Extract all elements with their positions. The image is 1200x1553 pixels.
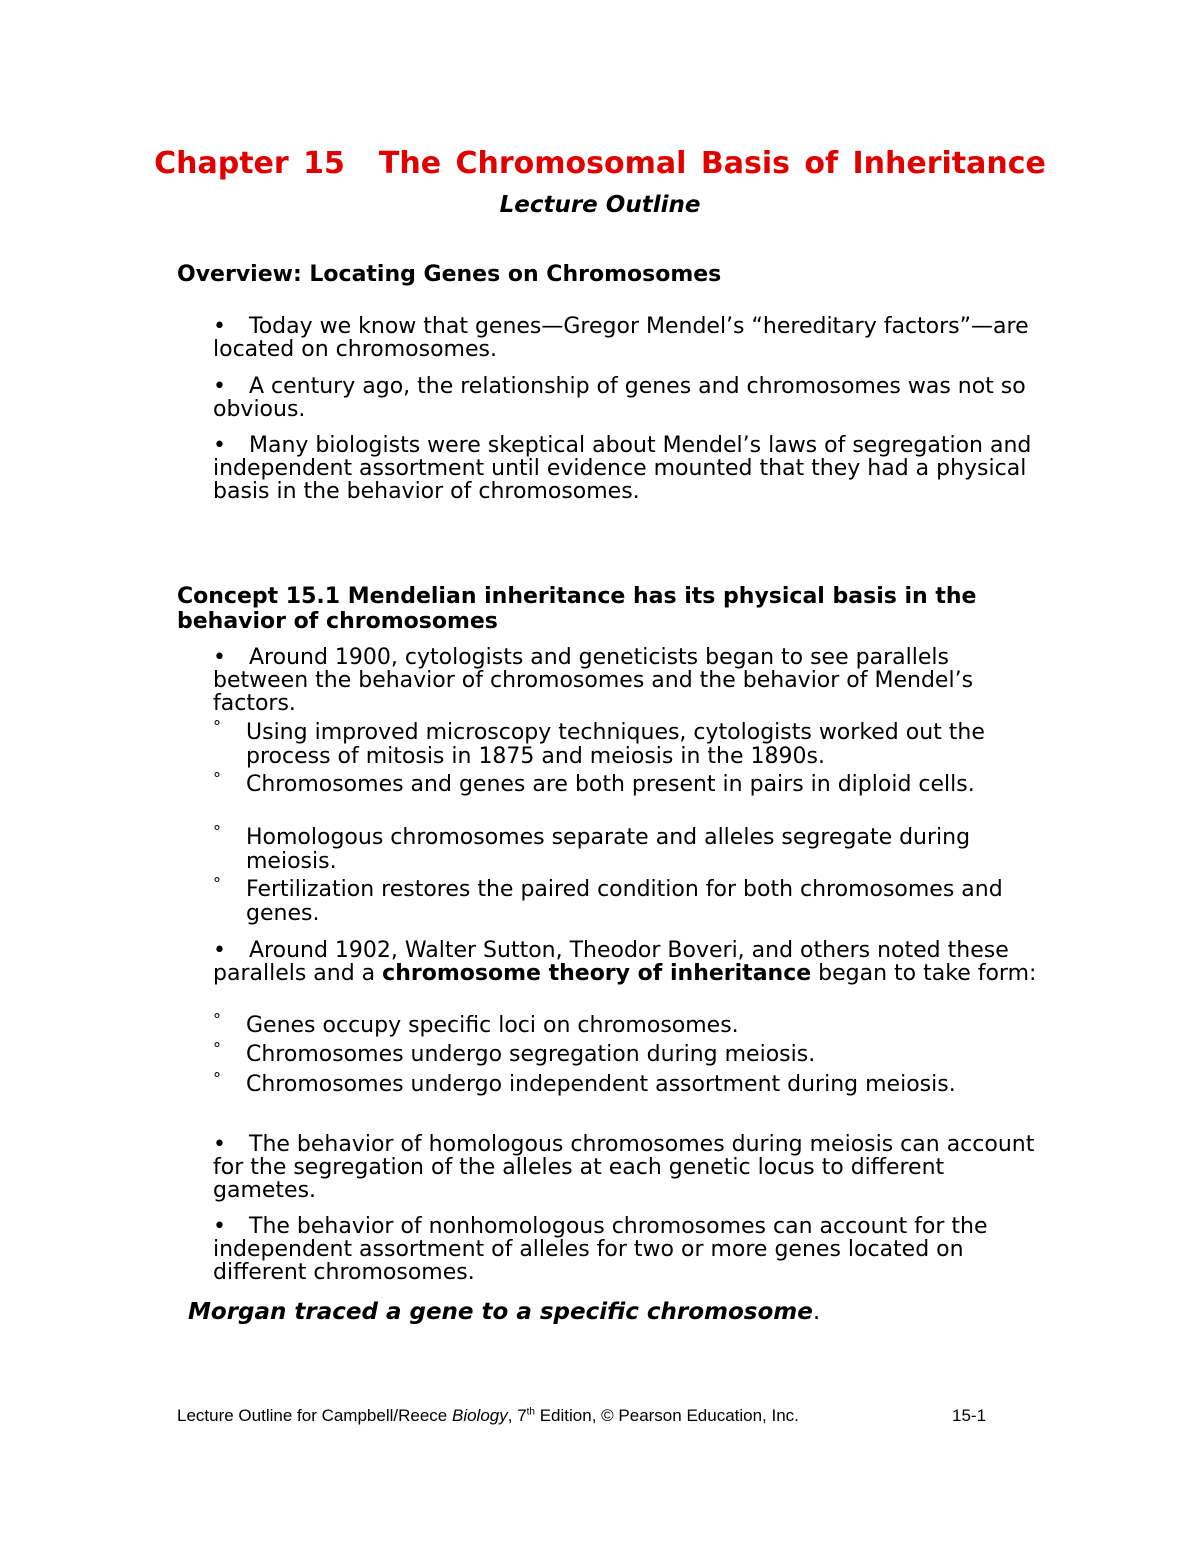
sub-bullet: ° [213,822,221,841]
concept-item-text: Around 1900, cytologists and geneticists began to see parallels between the behavior of chromosomes and the behavior of Mendel’s factors. [213,645,974,716]
sub-bullet: ° [213,1069,221,1088]
subitem-text: Chromosomes undergo independent assortment during meiosis. [246,1072,956,1097]
overview-item-1 [213,315,1043,361]
footer-publisher: Edition, © Pearson Education, Inc. [535,1406,799,1425]
subitem-text: Chromosomes and genes are both present in pairs in diploid cells. [246,772,975,797]
bullet: • [213,314,226,339]
footer-edition: , 7 [507,1406,527,1425]
sub-bullet: ° [213,1039,221,1058]
concept-item-text: The behavior of nonhomologous chromosomes can account for the independent assortment of alleles for two or more genes located on different chromosomes. [213,1214,988,1285]
subitem-text: Fertilization restores the paired condition for both chromosomes and genes. [246,877,1003,926]
concept-subitem [213,874,1043,926]
sub-bullet: ° [213,717,221,736]
concept-subitem [213,717,1043,769]
overview-item-text: Many biologists were skeptical about Mendel’s laws of segregation and independent assortment until evidence mounted that they had a physical basis in the behavior of chromosomes. [213,433,1032,504]
subitem-text: Using improved microscopy techniques, cytologists worked out the process of mitosis in 1875 and meiosis in the 1890s. [246,720,985,769]
sub-bullet: ° [213,769,221,788]
concept-item-1 [213,646,1043,715]
concept-subitem [213,769,1043,797]
subitem-text: Chromosomes undergo segregation during meiosis. [246,1042,816,1067]
subitem-text: Homologous chromosomes separate and alleles segregate during meiosis. [246,825,971,874]
bullet: • [213,1132,226,1157]
sub-bullet: ° [213,874,221,893]
footer-book-title: Biology [451,1406,508,1425]
page-number: 15-1 [952,1406,987,1425]
overview-heading: Overview: Locating Genes on Chromosomes [177,262,722,287]
bullet: • [213,938,226,963]
page-footer [177,1406,799,1426]
concept-item-text: Around 1902, Walter Sutton, Theodor Boveri, and others noted these parallels and a [213,938,1009,986]
concept-item-text: The behavior of homologous chromosomes during meiosis can account for the segregation of the alleles at each genetic locus to different gametes. [213,1132,1035,1203]
concept-subitem [213,1069,1043,1097]
page-subtitle: Lecture Outline [499,192,701,218]
concept-heading: Concept 15.1 Mendelian inheritance has its physical basis in the behavior of chromosomes [177,584,977,634]
concept-subitem [213,1039,1043,1067]
concept-subitem [213,1010,1043,1038]
bullet: • [213,433,226,458]
subitem-text: Genes occupy specific loci on chromosomes. [246,1013,739,1038]
overview-item-text: Today we know that genes—Gregor Mendel’s “hereditary factors”—are located on chromosomes. [213,314,1029,362]
overview-item-text: A century ago, the relationship of genes and chromosomes was not so obvious. [213,374,1026,422]
chapter-number: Chapter 15 [154,146,345,181]
sub-bullet: ° [213,1010,221,1029]
concept-item-text-end: began to take form: [811,961,1037,986]
concept-item-3 [213,1133,1043,1202]
footer-text: Lecture Outline for Campbell/Reece [177,1406,452,1425]
section-heading [188,1299,820,1325]
section-heading-period: . [812,1299,821,1325]
overview-item-3 [213,434,1043,503]
concept-item-2 [213,939,1043,985]
chapter-name: The Chromosomal Basis of Inheritance [378,146,1046,181]
bullet: • [213,1214,226,1239]
bullet: • [213,645,226,670]
section-heading-text: Morgan traced a gene to a specific chromosome [188,1299,813,1325]
chapter-title [0,146,1200,181]
concept-item-4 [213,1215,1043,1284]
key-term: chromosome theory of inheritance [382,961,812,986]
footer-edition-suffix: th [526,1406,535,1418]
concept-subitem [213,822,1043,874]
overview-item-2 [213,375,1043,421]
bullet: • [213,374,226,399]
